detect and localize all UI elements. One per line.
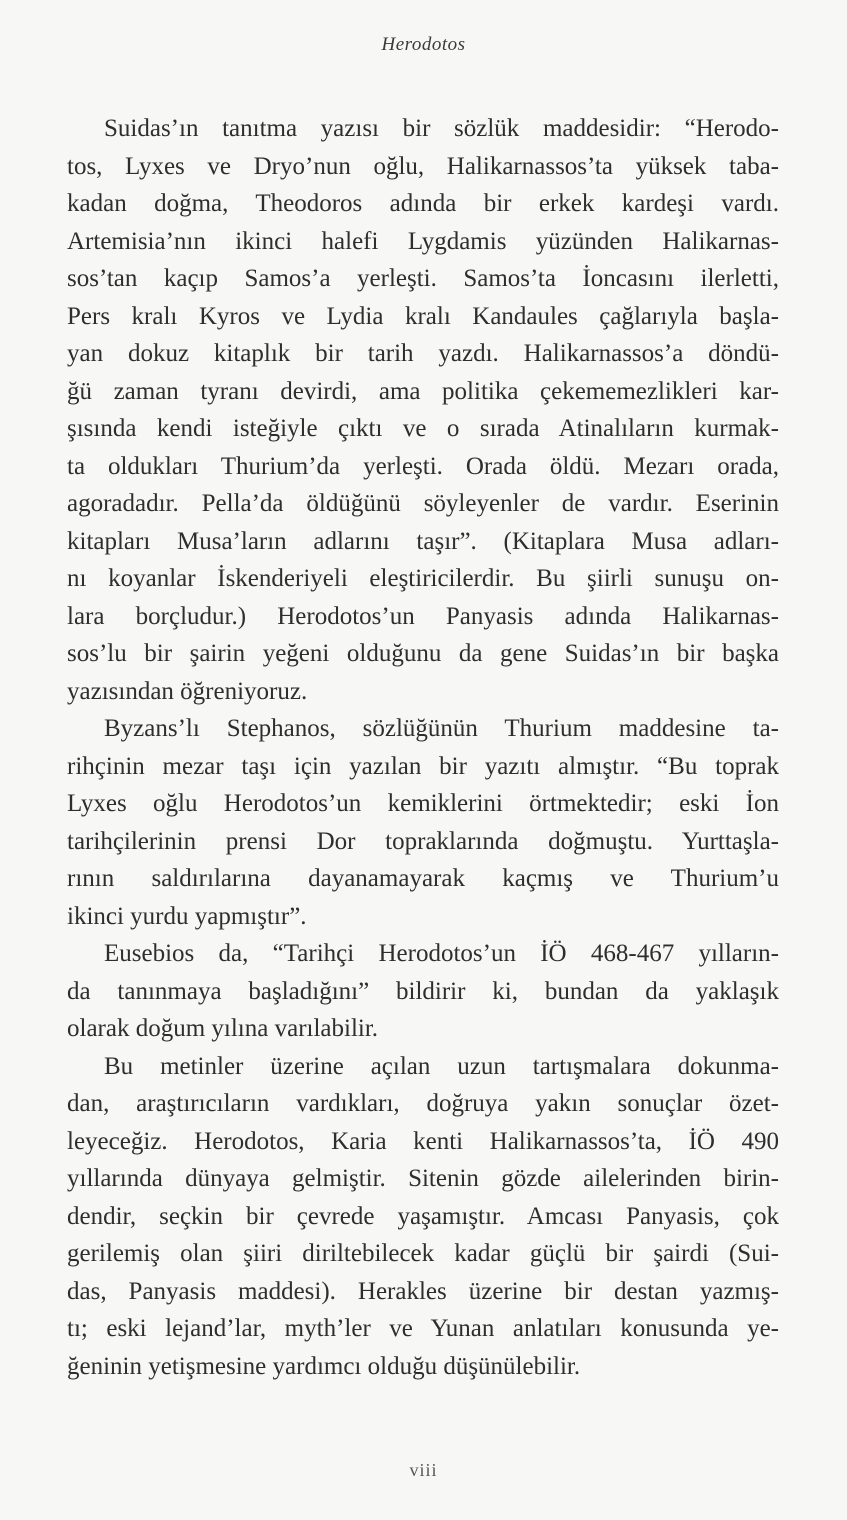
text-line: leyeceğiz. Herodotos, Karia kenti Halikarnassos’ta, İÖ 490 [67, 1127, 779, 1155]
text-line: agoradadır. Pella’da öldüğünü söyleyenler de vardır. Eserinin [67, 490, 779, 517]
text-line: tı; eski lejand’lar, myth’ler ve Yunan anlatıları konusunda ye- [67, 1315, 779, 1342]
text-line: das, Panyasis maddesi). Herakles üzerine bir destan yazmış- [67, 1277, 779, 1305]
text-line: Eusebios da, “Tarihçi Herodotos’un İÖ 468-467 yılların- [104, 940, 779, 967]
paragraph-2 [67, 710, 779, 935]
text-line: gerilemiş olan şiiri diriltebilecek kadar güçlü bir şairdi (Sui- [67, 1240, 779, 1267]
text-line: ta oldukları Thurium’da yerleşti. Orada öldü. Mezarı orada, [67, 452, 779, 480]
text-line: kadan doğma, Theodoros adında bir erkek kardeşi vardı. [67, 190, 779, 217]
text-line: tos, Lyxes ve Dryo’nun oğlu, Halikarnassos’ta yüksek taba- [67, 152, 779, 180]
text-line: dendir, seçkin bir çevrede yaşamıştır. Amcası Panyasis, çok [67, 1202, 779, 1230]
text-line: kitapları Musa’ların adlarını taşır”. (Kitaplara Musa adları- [67, 527, 779, 555]
text-line: lara borçludur.) Herodotos’un Panyasis adında Halikarnas- [67, 602, 779, 630]
paragraph-4 [67, 1048, 779, 1386]
text-line: sos’tan kaçıp Samos’a yerleşti. Samos’ta İoncasını ilerletti, [67, 265, 779, 292]
text-line: şısında kendi isteğiyle çıktı ve o sırada Atinalıların kurmak- [67, 415, 779, 442]
text-line: nı koyanlar İskenderiyeli eleştiricilerdir. Bu şiirli sunuşu on- [67, 565, 779, 592]
text-line: sos’lu bir şairin yeğeni olduğunu da gene Suidas’ın bir başka [67, 640, 779, 667]
text-line: da tanınmaya başladığını” bildirir ki, bundan da yaklaşık [67, 977, 779, 1005]
text-line: Byzans’lı Stephanos, sözlüğünün Thurium maddesine ta- [104, 715, 779, 742]
text-line: dan, araştırıcıların vardıkları, doğruya yakın sonuçlar özet- [67, 1090, 779, 1117]
page-number: viii [409, 1460, 438, 1480]
text-line: yazısından öğreniyoruz. [67, 677, 308, 705]
text-line: Suidas’ın tanıtma yazısı bir sözlük maddesidir: “Herodo- [104, 115, 779, 142]
paragraph-3 [67, 935, 779, 1048]
text-line: olarak doğum yılına varılabilir. [67, 1015, 379, 1042]
text-line: rının saldırılarına dayanamayarak kaçmış ve Thurium’u [67, 865, 779, 892]
paragraph-1 [67, 110, 779, 710]
text-line: yan dokuz kitaplık bir tarih yazdı. Halikarnassos’a döndü- [67, 340, 779, 367]
body-text [67, 110, 779, 1385]
text-line: rihçinin mezar taşı için yazılan bir yazıtı almıştır. “Bu toprak [67, 752, 779, 780]
text-line: tarihçilerinin prensi Dor topraklarında doğmuştu. Yurttaşla- [67, 827, 779, 855]
text-line: Pers kralı Kyros ve Lydia kralı Kandaules çağlarıyla başla- [67, 302, 779, 330]
text-line: yıllarında dünyaya gelmiştir. Sitenin gözde ailelerinden birin- [67, 1165, 779, 1192]
running-head: Herodotos [381, 34, 466, 55]
text-line: Artemisia’nın ikinci halefi Lygdamis yüzünden Halikarnas- [67, 227, 779, 255]
text-line: ğü zaman tyranı devirdi, ama politika çekememezlikleri kar- [67, 377, 779, 405]
text-line: Lyxes oğlu Herodotos’un kemiklerini örtmektedir; eski İon [67, 790, 779, 817]
text-line: ğeninin yetişmesine yardımcı olduğu düşünülebilir. [67, 1352, 581, 1380]
text-line: Bu metinler üzerine açılan uzun tartışmalara dokunma- [104, 1052, 779, 1080]
text-line: ikinci yurdu yapmıştır”. [67, 902, 307, 930]
